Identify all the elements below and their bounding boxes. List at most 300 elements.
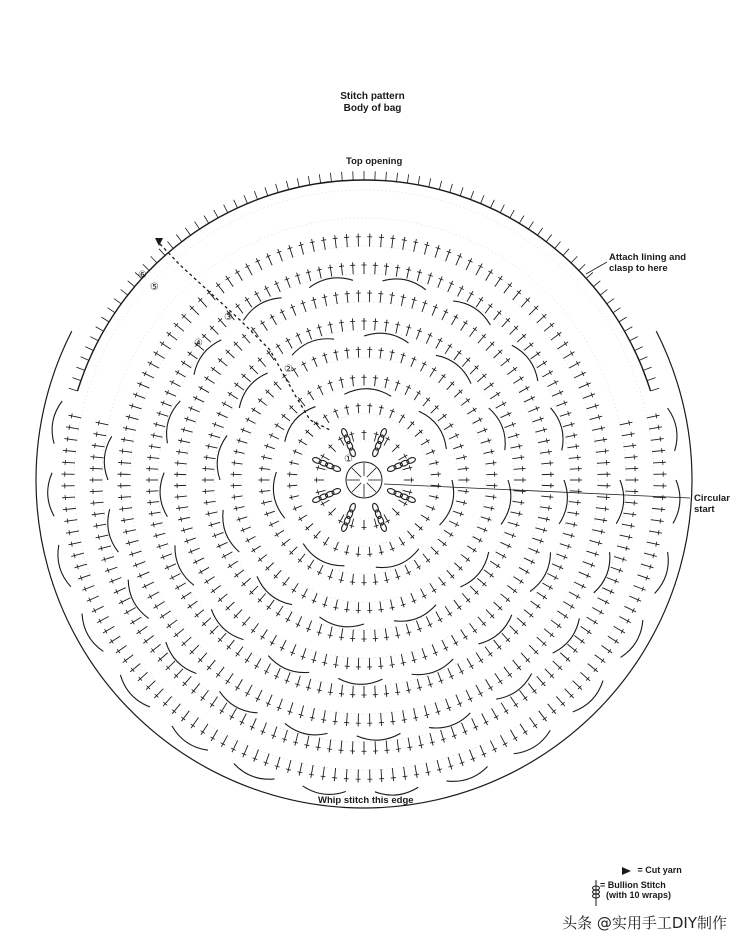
stitch-mark	[262, 723, 267, 735]
attach-lining-leader	[586, 262, 607, 274]
edge-stitch	[176, 235, 181, 242]
stitch-mark	[391, 350, 393, 361]
stitch-crossbar	[291, 495, 292, 500]
stitch-mark	[556, 554, 567, 558]
edge-stitch	[500, 205, 504, 213]
stitch-mark	[415, 430, 423, 436]
stitch-crossbar	[299, 439, 302, 443]
stitch-crossbar	[95, 443, 96, 448]
scallop-loop	[82, 613, 103, 651]
stitch-mark	[324, 294, 327, 306]
stitch-mark	[308, 269, 311, 281]
stitch-crossbar	[660, 437, 661, 442]
stitch-mark	[406, 325, 409, 337]
stitch-mark	[544, 629, 554, 637]
stitch-mark	[567, 446, 579, 448]
diagram-title: Stitch pattern	[340, 91, 405, 102]
stitch-mark	[341, 685, 342, 697]
stitch-mark	[204, 457, 216, 459]
stitch-mark	[422, 300, 426, 311]
stitch-mark	[580, 672, 590, 681]
edge-stitch	[607, 299, 614, 304]
edge-stitch	[224, 205, 228, 213]
stitch-crossbar	[179, 449, 180, 454]
stitch-mark	[569, 502, 581, 503]
stitch-mark	[150, 644, 160, 652]
stitch-crossbar	[181, 438, 182, 443]
bullion-petal	[406, 495, 416, 503]
stitch-mark	[259, 468, 270, 469]
edge-stitch	[630, 337, 638, 341]
edge-stitch	[650, 388, 659, 391]
scallop-loop	[320, 617, 364, 627]
stitch-mark	[538, 440, 550, 443]
stitch-mark	[569, 457, 581, 458]
stitch-mark	[289, 245, 293, 257]
stitch-crossbar	[656, 413, 657, 418]
stitch-mark	[567, 644, 577, 652]
stitch-mark	[532, 418, 543, 422]
stitch-crossbar	[521, 500, 522, 505]
stitch-mark	[494, 640, 502, 649]
stitch-mark	[431, 405, 439, 413]
stitch-mark	[311, 765, 313, 778]
stitch-crossbar	[111, 639, 114, 643]
stitch-mark	[329, 445, 336, 452]
stitch-crossbar	[536, 604, 539, 608]
stitch-mark	[313, 593, 317, 603]
stitch-mark	[485, 496, 496, 497]
stitch-crossbar	[191, 724, 195, 727]
stitch-mark	[313, 357, 317, 367]
stitch-mark	[472, 718, 477, 730]
stitch-mark	[392, 508, 399, 515]
edge-stitch	[90, 337, 98, 341]
scallop-loop	[496, 673, 531, 699]
stitch-mark	[90, 468, 103, 469]
stitch-mark	[411, 357, 415, 367]
stitch-crossbar	[498, 277, 502, 280]
stitch-mark	[202, 491, 214, 492]
stitch-mark	[404, 767, 406, 780]
bullion-petal	[379, 522, 387, 532]
stitch-mark	[454, 563, 462, 570]
stitch-crossbar	[658, 425, 659, 430]
edge-stitch	[528, 222, 533, 230]
stitch-mark	[330, 627, 333, 639]
center-spoke	[352, 468, 361, 477]
stitch-mark	[391, 600, 393, 611]
stitch-mark	[175, 463, 187, 464]
bullion-petal	[340, 428, 348, 438]
edge-stitch	[204, 216, 209, 224]
stitch-mark	[638, 575, 650, 579]
stitch-mark	[300, 706, 303, 719]
edge-stitch	[168, 242, 174, 249]
edge-stitch	[418, 176, 420, 185]
stitch-mark	[129, 405, 141, 409]
stitch-crossbar	[161, 342, 164, 346]
stitch-mark	[540, 507, 552, 509]
stitch-crossbar	[406, 269, 411, 270]
stitch-crossbar	[384, 379, 389, 380]
stitch-crossbar	[161, 614, 164, 618]
stitch-mark	[462, 593, 470, 602]
stitch-mark	[524, 610, 533, 618]
scallop-loop	[303, 786, 346, 794]
attach-lining-line1: Attach lining and	[609, 252, 687, 263]
stitch-crossbar	[601, 659, 604, 663]
stitch-crossbar	[508, 284, 512, 287]
edge-stitch	[490, 200, 494, 208]
stitch-mark	[480, 745, 485, 757]
stitch-crossbar	[132, 620, 135, 624]
stitch-crossbar	[216, 673, 220, 676]
stitch-crossbar	[419, 745, 424, 746]
stitch-crossbar	[322, 297, 327, 298]
stitch-mark	[242, 374, 251, 382]
edge-stitch	[386, 172, 387, 181]
round-guide	[74, 190, 654, 770]
stitch-crossbar	[321, 776, 326, 777]
stitch-mark	[341, 377, 343, 388]
stitch-crossbar	[235, 383, 238, 387]
stitch-mark	[501, 594, 510, 602]
stitch-mark	[323, 237, 325, 250]
stitch-crossbar	[463, 636, 467, 639]
stitch-mark	[341, 741, 342, 754]
stitch-crossbar	[523, 731, 527, 734]
stitch-crossbar	[574, 522, 575, 527]
stitch-crossbar	[633, 443, 634, 448]
stitch-crossbar	[276, 533, 279, 537]
stitch-crossbar	[321, 240, 326, 241]
stitch-mark	[243, 745, 248, 757]
stitch-mark	[297, 333, 302, 344]
attach-lining-line2: clasp to here	[609, 263, 668, 274]
round-number-marker: ③	[224, 312, 233, 323]
stitch-mark	[500, 542, 511, 547]
stitch-mark	[347, 601, 348, 612]
edge-stitch	[625, 327, 633, 331]
stitch-crossbar	[413, 242, 418, 243]
stitch-crossbar	[473, 548, 476, 552]
stitch-crossbar	[629, 420, 630, 425]
stitch-mark	[622, 434, 635, 436]
stitch-mark	[126, 416, 139, 419]
stitch-mark	[623, 513, 636, 515]
stitch-mark	[330, 683, 332, 695]
stitch-crossbar	[229, 392, 232, 396]
stitch-crossbar	[316, 747, 321, 748]
stitch-crossbar	[67, 519, 68, 524]
scallop-loop	[412, 659, 454, 675]
stitch-crossbar	[201, 697, 205, 700]
stitch-mark	[274, 570, 281, 578]
stitch-crossbar	[473, 328, 477, 331]
scallop-loop	[512, 345, 538, 381]
stitch-mark	[324, 654, 327, 666]
edge-stitch	[619, 317, 627, 322]
stitch-crossbar	[259, 398, 262, 402]
scallop-loop	[234, 764, 275, 780]
stitch-crossbar	[328, 267, 333, 268]
stitch-mark	[644, 553, 657, 556]
stitch-mark	[429, 462, 439, 464]
stitch-mark	[494, 602, 503, 610]
stitch-mark	[416, 328, 420, 339]
stitch-mark	[258, 593, 266, 602]
stitch-crossbar	[493, 460, 494, 465]
stitch-mark	[408, 738, 410, 751]
stitch-mark	[249, 365, 257, 373]
stitch-mark	[316, 467, 326, 470]
stitch-mark	[63, 450, 76, 451]
stitch-mark	[435, 245, 439, 257]
stitch-mark	[620, 422, 633, 425]
edge-stitch	[639, 357, 647, 361]
stitch-crossbar	[210, 703, 214, 706]
stitch-crossbar	[466, 489, 467, 494]
stitch-mark	[375, 318, 376, 330]
stitch-crossbar	[384, 637, 389, 638]
edge-stitch	[470, 191, 473, 199]
stitch-mark	[521, 653, 530, 663]
stitch-crossbar	[317, 269, 322, 270]
stitch-mark	[188, 548, 199, 553]
stitch-crossbar	[594, 620, 597, 624]
stitch-crossbar	[417, 392, 421, 395]
stitch-crossbar	[179, 506, 180, 511]
stitch-mark	[312, 708, 315, 721]
stitch-mark	[64, 439, 77, 441]
stitch-mark	[78, 575, 90, 579]
stitch-mark	[396, 683, 398, 695]
stitch-crossbar	[401, 662, 406, 663]
bullion-petal	[340, 522, 348, 532]
stitch-mark	[470, 750, 475, 762]
stitch-crossbar	[413, 717, 418, 718]
stitch-crossbar	[373, 378, 378, 379]
stitch-mark	[198, 298, 207, 308]
stitch-mark	[218, 633, 226, 642]
stitch-crossbar	[235, 686, 239, 689]
stitch-crossbar	[373, 582, 378, 583]
stitch-mark	[458, 491, 469, 492]
stitch-mark	[456, 253, 461, 265]
stitch-mark	[288, 760, 291, 773]
scallop-loop	[616, 480, 623, 524]
stitch-mark	[93, 524, 106, 526]
stitch-crossbar	[436, 460, 437, 465]
stitch-crossbar	[464, 455, 465, 460]
stitch-crossbar	[379, 552, 384, 553]
scallop-loop	[160, 473, 167, 517]
stitch-crossbar	[126, 529, 127, 534]
stitch-mark	[202, 618, 211, 626]
stitch-crossbar	[126, 426, 127, 431]
stitch-crossbar	[67, 437, 68, 442]
stitch-mark	[302, 300, 306, 311]
stitch-crossbar	[122, 449, 123, 454]
bullion-petal	[312, 456, 322, 464]
stitch-mark	[510, 326, 518, 334]
stitch-crossbar	[95, 512, 96, 517]
edge-stitch	[234, 200, 238, 208]
stitch-crossbar	[543, 717, 547, 720]
stitch-crossbar	[608, 649, 611, 653]
stitch-mark	[570, 491, 582, 492]
whip-stitch-edge	[36, 331, 692, 808]
edge-stitch	[342, 172, 343, 181]
stitch-crossbar	[206, 455, 207, 460]
stitch-crossbar	[548, 506, 549, 511]
stitch-crossbar	[426, 517, 429, 521]
stitch-crossbar	[321, 719, 326, 720]
stitch-mark	[123, 428, 136, 431]
stitch-mark	[346, 234, 347, 247]
stitch-mark	[508, 522, 520, 525]
stitch-mark	[273, 727, 277, 739]
stitch-crossbar	[236, 305, 240, 308]
stitch-mark	[429, 496, 439, 498]
stitch-crossbar	[98, 535, 99, 540]
stitch-mark	[540, 451, 552, 453]
legend-cut-yarn	[622, 865, 682, 875]
stitch-mark	[146, 469, 158, 470]
stitch-mark	[501, 358, 510, 366]
stitch-mark	[242, 578, 251, 586]
stitch-mark	[96, 422, 109, 425]
stitch-mark	[351, 519, 354, 529]
stitch-crossbar	[605, 506, 606, 511]
stitch-mark	[392, 445, 399, 452]
center-spoke	[367, 468, 376, 477]
stitch-mark	[256, 690, 262, 702]
stitch-crossbar	[153, 433, 154, 438]
legend-bullion-line1: = Bullion Stitch	[600, 880, 666, 890]
stitch-mark	[234, 507, 245, 509]
stitch-mark	[414, 708, 417, 721]
stitch-crossbar	[660, 519, 661, 524]
stitch-mark	[275, 281, 280, 292]
stitch-crossbar	[417, 566, 421, 569]
stitch-mark	[138, 672, 148, 681]
stitch-crossbar	[260, 636, 264, 639]
stitch-mark	[412, 297, 415, 309]
stitch-mark	[202, 334, 211, 342]
stitch-crossbar	[234, 495, 235, 500]
top-opening-edge	[78, 180, 651, 391]
stitch-crossbar	[406, 690, 411, 691]
stitch-crossbar	[276, 345, 280, 348]
stitch-mark	[622, 524, 635, 526]
stitch-crossbar	[463, 322, 467, 325]
stitch-mark	[529, 306, 538, 315]
stitch-mark	[204, 501, 216, 503]
stitch-mark	[334, 768, 335, 781]
stitch-mark	[314, 421, 320, 429]
stitch-mark	[137, 572, 149, 577]
stitch-mark	[121, 519, 134, 521]
stitch-crossbar	[181, 517, 182, 522]
stitch-mark	[346, 713, 347, 726]
stitch-crossbar	[578, 455, 579, 460]
stitch-crossbar	[587, 630, 590, 634]
stitch-mark	[160, 402, 171, 406]
stitch-crossbar	[304, 745, 309, 746]
stitch-mark	[573, 681, 582, 690]
stitch-mark	[375, 262, 376, 274]
stitch-mark	[175, 496, 187, 497]
stitch-mark	[174, 629, 184, 637]
stitch-mark	[505, 532, 516, 536]
stitch-mark	[267, 253, 272, 265]
stitch-mark	[165, 564, 176, 569]
stitch-mark	[403, 237, 405, 250]
stitch-mark	[538, 517, 550, 520]
circular-start-line2: start	[694, 504, 715, 515]
round-markers	[138, 270, 353, 465]
stitch-crossbar	[402, 240, 407, 241]
stitch-crossbar	[493, 495, 494, 500]
stitch-mark	[352, 741, 353, 754]
stitch-mark	[105, 567, 117, 571]
stitch-mark	[602, 588, 614, 593]
stitch-mark	[313, 297, 316, 309]
stitch-crossbar	[401, 297, 406, 298]
stitch-mark	[407, 681, 409, 693]
stitch-crossbar	[282, 582, 286, 585]
stitch-crossbar	[546, 438, 547, 443]
stitch-crossbar	[310, 717, 315, 718]
stitch-crossbar	[151, 511, 152, 516]
stitch-crossbar	[124, 437, 125, 442]
stitch-mark	[118, 497, 131, 498]
stitch-mark	[353, 686, 354, 698]
stitch-mark	[183, 676, 192, 686]
stitch-mark	[567, 512, 579, 514]
stitch-mark	[87, 596, 99, 601]
stitch-mark	[502, 633, 510, 642]
stitch-crossbar	[464, 500, 465, 505]
stitch-mark	[435, 702, 439, 714]
scallop-loop	[108, 509, 119, 552]
stitch-mark	[484, 451, 495, 453]
stitch-crossbar	[208, 511, 209, 516]
stitch-mark	[462, 358, 470, 367]
stitch-mark	[341, 320, 343, 332]
stitch-mark	[380, 601, 381, 612]
stitch-crossbar	[490, 573, 493, 577]
edge-stitch	[151, 256, 157, 263]
stitch-crossbar	[395, 692, 400, 693]
stitch-crossbar	[488, 305, 492, 308]
stitch-mark	[114, 588, 126, 593]
stitch-crossbar	[333, 607, 338, 608]
stitch-crossbar	[390, 607, 395, 608]
stitch-mark	[330, 265, 332, 277]
stitch-mark	[90, 502, 103, 503]
round-number-marker: ①	[344, 454, 353, 465]
stitch-mark	[249, 586, 257, 594]
stitch-mark	[102, 557, 114, 561]
stitch-mark	[380, 545, 382, 555]
stitch-mark	[287, 485, 297, 486]
stitch-mark	[430, 733, 433, 746]
stitch-mark	[537, 637, 547, 646]
stitch-crossbar	[339, 580, 344, 581]
